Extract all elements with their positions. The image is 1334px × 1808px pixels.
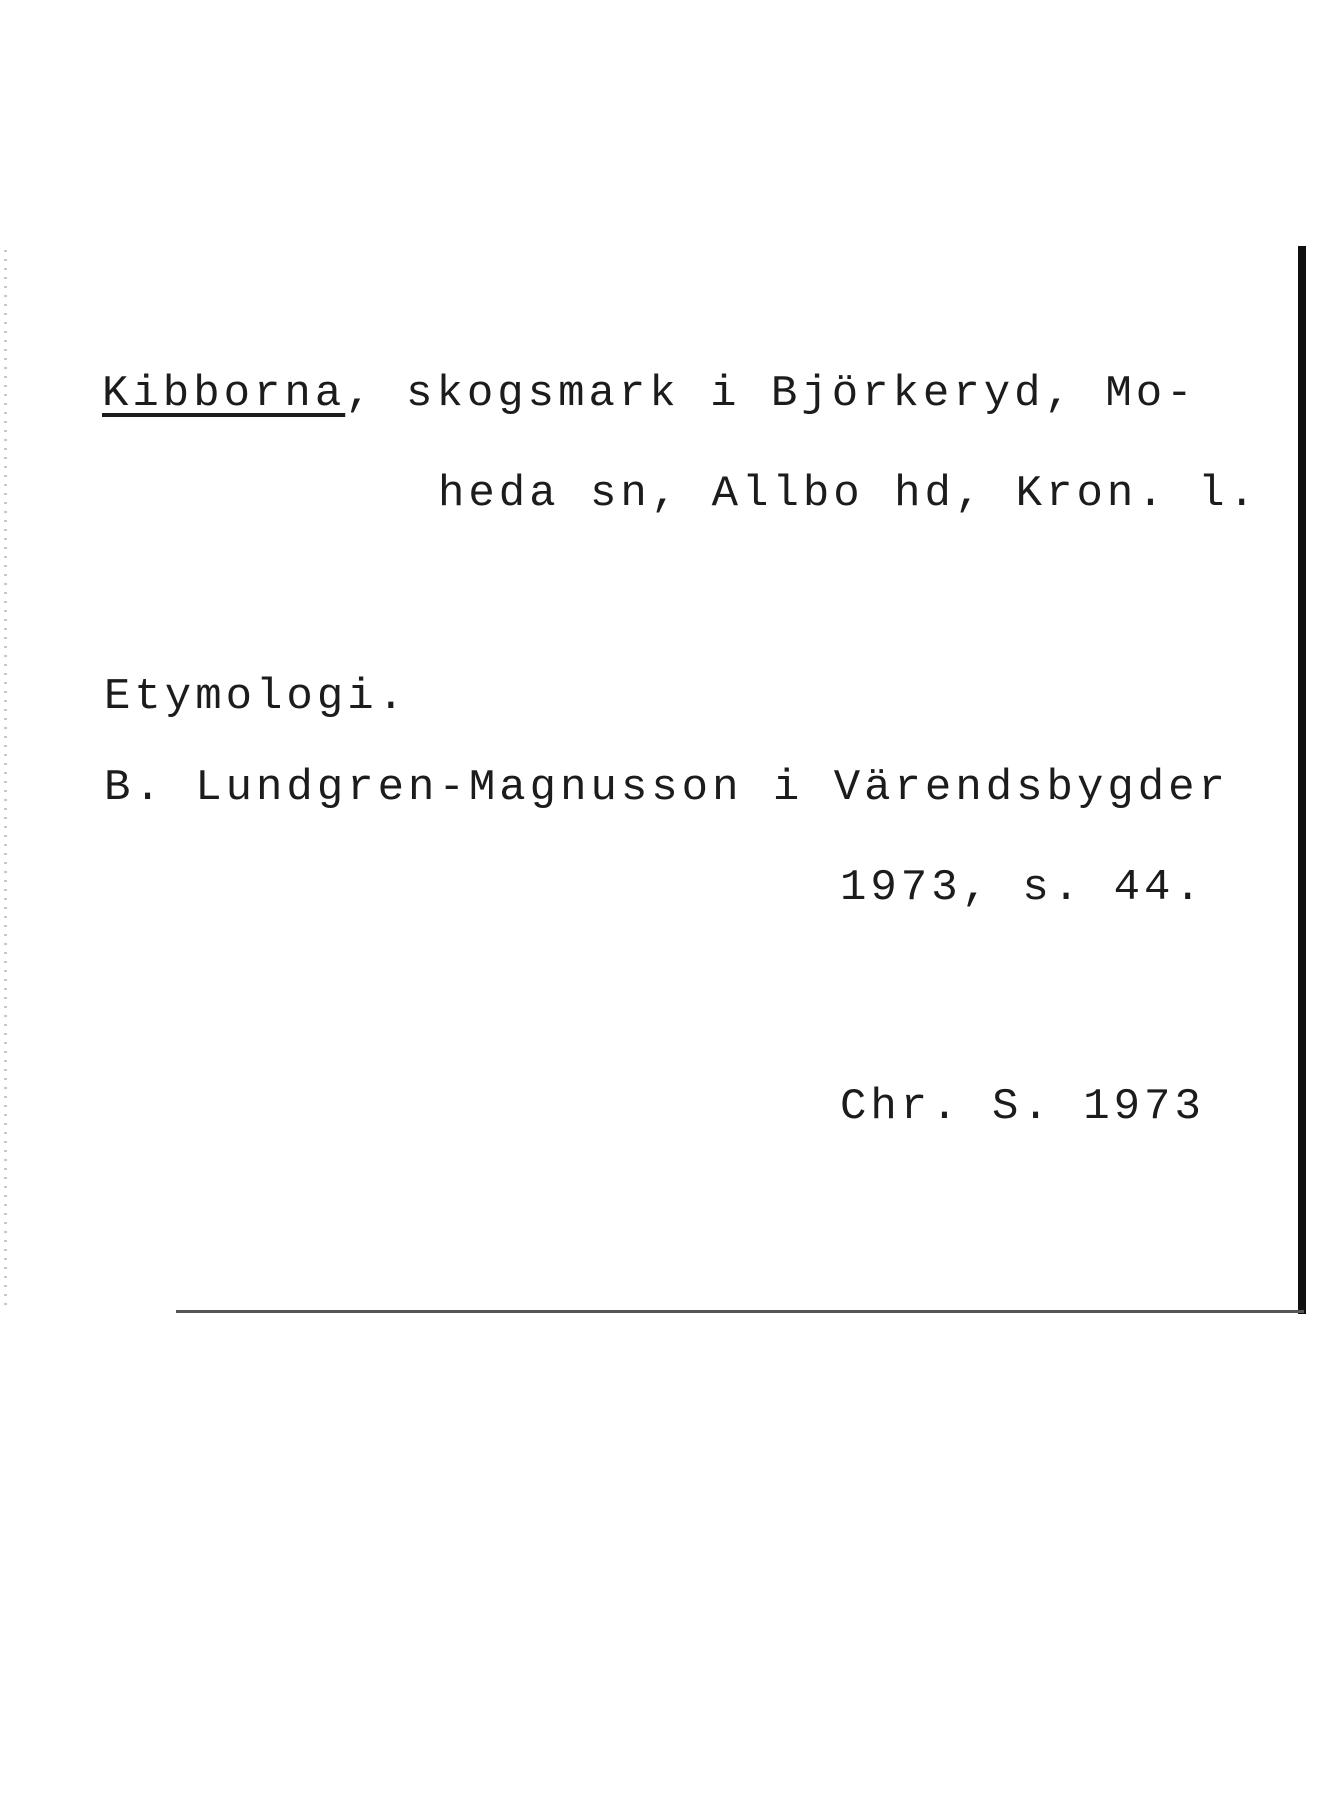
etymology-label: Etymologi. [104,672,409,722]
source-line-2: 1973, s. 44. [840,863,1205,913]
source-line-1: B. Lundgren-Magnusson i Värendsbygder [104,763,1229,813]
card-bottom-border [176,1310,1304,1313]
entry-line-1 [102,369,1197,419]
scan-edge-speckle [4,250,7,1310]
headword: Kibborna [102,369,346,419]
card-right-border [1298,246,1306,1314]
signature: Chr. S. 1973 [840,1082,1205,1132]
entry-line-2: heda sn, Allbo hd, Kron. l. [438,469,1259,519]
entry-line-1-rest: , skogsmark i Björkeryd, Mo- [345,369,1197,419]
